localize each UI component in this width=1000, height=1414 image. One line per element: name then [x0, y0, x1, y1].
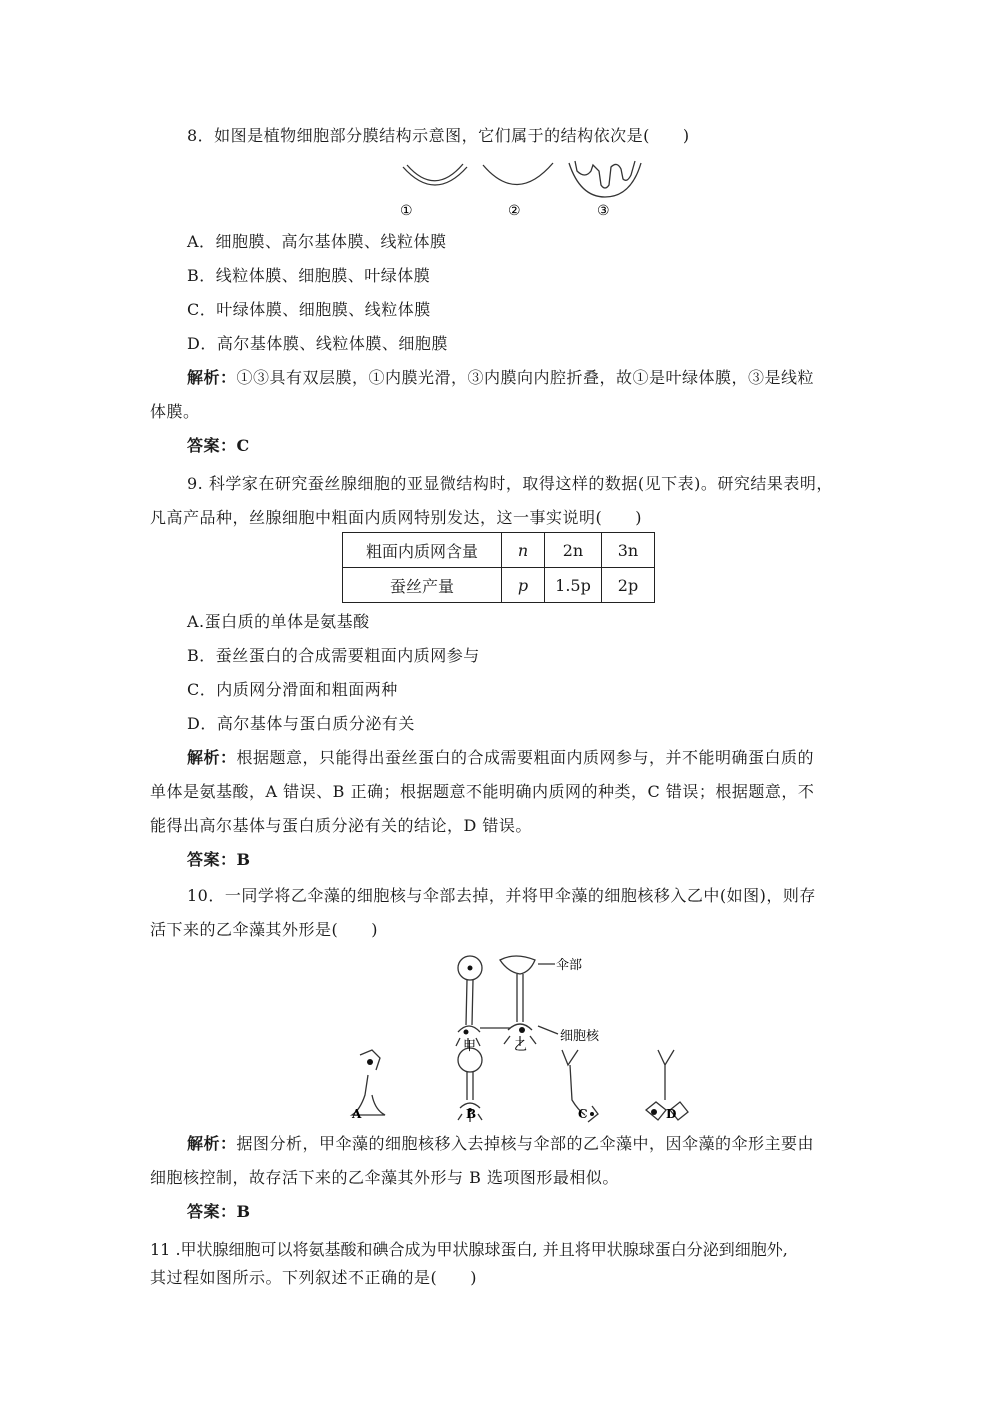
table-cell: 3n — [602, 533, 655, 568]
q10-stem-line2: 活下来的乙伞藻其外形是( ) — [150, 920, 378, 939]
q8-analysis-line1 — [187, 368, 814, 388]
q9-answer: 答案：B — [187, 850, 251, 869]
analysis-label: 解析： — [187, 1134, 237, 1153]
q8-option-d: D．高尔基体膜、线粒体膜、细胞膜 — [187, 334, 448, 353]
membrane-figure — [395, 155, 645, 220]
label-jia: 甲 — [463, 1039, 477, 1054]
q9-analysis-line3: 能得出高尔基体与蛋白质分泌有关的结论，D 错误。 — [150, 816, 532, 835]
q10-analysis-line2: 细胞核控制，故存活下来的乙伞藻其外形与 B 选项图形最相似。 — [150, 1168, 619, 1187]
analysis-label: 解析： — [187, 748, 237, 767]
analysis-text: ①③具有双层膜，①内膜光滑，③内膜向内腔折叠，故①是叶绿体膜，③是线粒 — [236, 368, 815, 387]
q11-stem-line2: 其过程如图所示。下列叙述不正确的是( ) — [150, 1268, 477, 1287]
option-c-label: C — [578, 1107, 588, 1121]
option-b-label: B — [466, 1107, 477, 1121]
q10-analysis-line1 — [187, 1134, 814, 1154]
table-cell: n — [502, 533, 545, 568]
table-cell: 1.5p — [545, 568, 602, 603]
q8-stem: 8．如图是植物细胞部分膜结构示意图，它们属于的结构依次是( ) — [187, 126, 690, 145]
table-row — [343, 568, 655, 603]
table-cell: 2p — [602, 568, 655, 603]
label-nucleus: 细胞核 — [560, 1029, 600, 1044]
option-a-label: A — [352, 1107, 362, 1121]
q9-stem-line2: 凡高产品种，丝腺细胞中粗面内质网特别发达，这一事实说明( ) — [150, 508, 642, 527]
q9-option-a: A.蛋白质的单体是氨基酸 — [187, 612, 370, 631]
acetabularia-figure — [340, 950, 720, 1125]
analysis-text: 据图分析，甲伞藻的细胞核移入去掉核与伞部的乙伞藻中，因伞藻的伞形主要由 — [236, 1134, 815, 1153]
q8-option-a: A．细胞膜、高尔基体膜、线粒体膜 — [187, 232, 447, 251]
option-d-label: D — [666, 1107, 677, 1121]
label-yi: 乙 — [514, 1039, 528, 1054]
q10-stem-line1: 10．一同学将乙伞藻的细胞核与伞部去掉，并将甲伞藻的细胞核移入乙中(如图)，则存 — [187, 886, 816, 905]
q9-option-d: D．高尔基体与蛋白质分泌有关 — [187, 714, 415, 733]
q8-option-b: B．线粒体膜、细胞膜、叶绿体膜 — [187, 266, 431, 285]
q11-stem-line1: 11 .甲状腺细胞可以将氨基酸和碘合成为甲状腺球蛋白, 并且将甲状腺球蛋白分泌到细胞外, — [150, 1240, 788, 1259]
q9-option-b: B．蚕丝蛋白的合成需要粗面内质网参与 — [187, 646, 480, 665]
data-table — [342, 532, 655, 603]
q8-option-c: C．叶绿体膜、细胞膜、线粒体膜 — [187, 300, 431, 319]
analysis-label: 解析： — [187, 368, 237, 387]
q9-analysis-line1 — [187, 748, 814, 768]
q9-analysis-line2: 单体是氨基酸，A 错误、B 正确；根据题意不能明确内质网的种类，C 错误；根据题意，不 — [150, 782, 815, 801]
q9-stem-line1: 9. 科学家在研究蚕丝腺细胞的亚显微结构时，取得这样的数据(见下表)。研究结果表明， — [187, 474, 833, 493]
q8-answer: 答案：C — [187, 436, 250, 455]
q10-answer: 答案：B — [187, 1202, 251, 1221]
figure-label-1: ① — [400, 203, 413, 219]
table-row — [343, 533, 655, 568]
q8-analysis-line2: 体膜。 — [150, 402, 200, 421]
figure-label-3: ③ — [597, 203, 610, 219]
table-row-header: 粗面内质网含量 — [343, 533, 502, 568]
analysis-text: 根据题意，只能得出蚕丝蛋白的合成需要粗面内质网参与，并不能明确蛋白质的 — [236, 748, 815, 767]
figure-label-2: ② — [508, 203, 521, 219]
table-row-header: 蚕丝产量 — [343, 568, 502, 603]
label-cap: 伞部 — [556, 958, 583, 973]
q9-option-c: C．内质网分滑面和粗面两种 — [187, 680, 398, 699]
table-cell: 2n — [545, 533, 602, 568]
table-cell: p — [502, 568, 545, 603]
